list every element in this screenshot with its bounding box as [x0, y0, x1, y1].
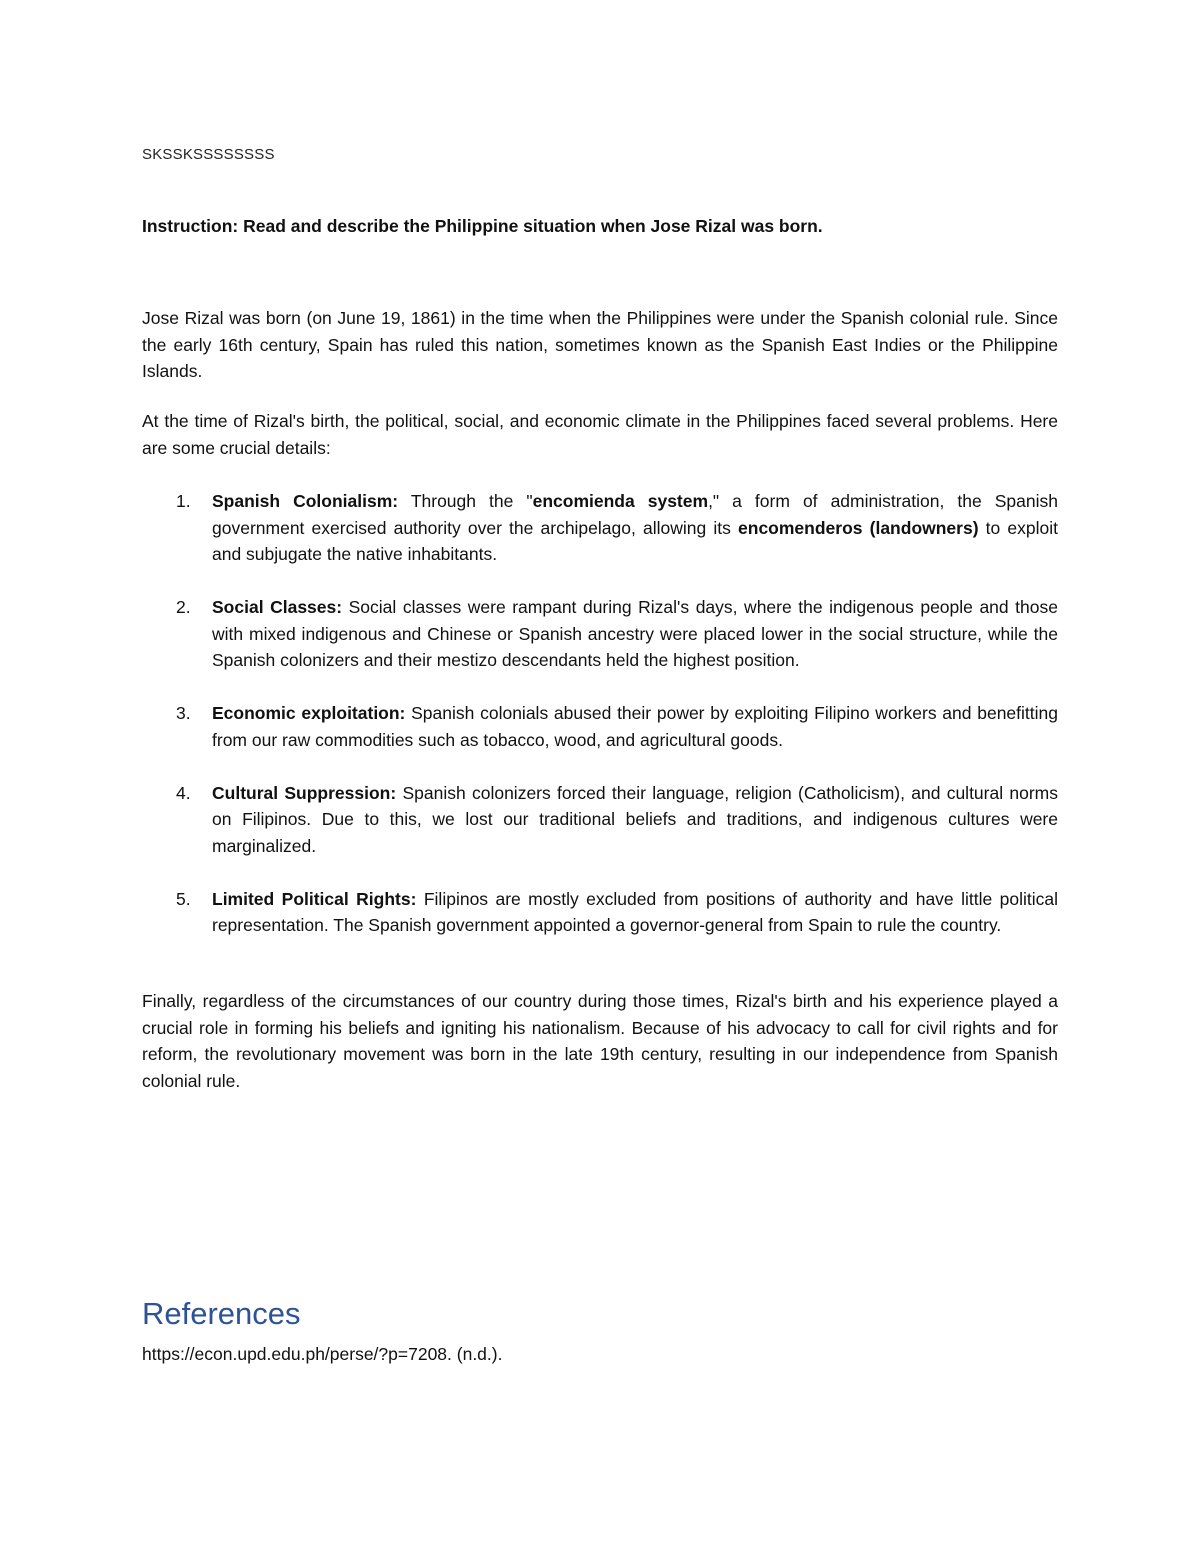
list-text: to exploit and subjugate the native inhabitants.	[212, 517, 1059, 564]
list-term: Limited Political Rights:	[212, 888, 417, 909]
list-text: Spanish colonials abused their power by exploiting Filipino workers and benefitting from our raw commodities such as tobacco, wood, and agricultural goods.	[212, 703, 1058, 750]
list-term: Social Classes:	[212, 597, 343, 617]
list-item	[142, 780, 1058, 860]
list-number: 4.	[176, 782, 191, 803]
list-item	[142, 488, 1058, 568]
references-heading: References	[142, 1296, 301, 1331]
list-term: Cultural Suppression:	[212, 782, 397, 803]
list-text: Through the "	[398, 491, 533, 511]
list-number: 1.	[176, 491, 191, 511]
context-paragraph: At the time of Rizal's birth, the political, social, and economic climate in the Philippines faced several problems. Here are some crucial details:	[142, 411, 1058, 458]
list-item	[142, 886, 1058, 939]
list-term: Spanish Colonialism:	[212, 491, 399, 511]
header-code: SKSSKSSSSSSSS	[142, 146, 275, 163]
list-bold-phrase: encomienda system	[532, 491, 709, 511]
list-text: Spanish colonizers forced their language, religion (Catholicism), and cultural norms on Filipinos. Due to this, we lost our traditional beliefs and traditions, and indigenous cultures were marginalized.	[212, 782, 1058, 856]
reference-entry: https://econ.upd.edu.ph/perse/?p=7208. (n.d.).	[142, 1344, 503, 1364]
list-term: Economic exploitation:	[212, 703, 406, 723]
list-number: 2.	[176, 597, 191, 617]
list-text: Filipinos are mostly excluded from positions of authority and have little political representation. The Spanish government appointed a governor-general from Spain to rule the country.	[212, 888, 1058, 935]
list-number: 3.	[176, 703, 191, 723]
list-text: ," a form of administration, the Spanish government exercised authority over the archipelago, allowing its	[212, 491, 1058, 538]
list-bold-phrase: encomenderos (landowners)	[738, 517, 979, 538]
list-item	[142, 594, 1058, 674]
intro-paragraph: Jose Rizal was born (on June 19, 1861) in the time when the Philippines were under the Spanish colonial rule. Since the early 16th century, Spain has ruled this nation, sometimes known as the Spanish East Indies or the Philippine Islands.	[142, 308, 1058, 381]
list-text: Social classes were rampant during Rizal's days, where the indigenous people and those with mixed indigenous and Chinese or Spanish ancestry were placed lower in the social structure, while the Spanish colonizers and their mestizo descendants held the highest position.	[212, 597, 1058, 670]
conclusion-paragraph: Finally, regardless of the circumstances of our country during those times, Rizal's birth and his experience played a crucial role in forming his beliefs and igniting his nationalism. Because of his advocacy to call for civil rights and for reform, the revolutionary movement was born in the late 19th century, resulting in our independence from Spanish colonial rule.	[142, 991, 1058, 1091]
list-item	[142, 700, 1058, 753]
list-number: 5.	[176, 888, 191, 909]
instruction-heading: Instruction: Read and describe the Philippine situation when Jose Rizal was born.	[142, 216, 823, 236]
details-list	[142, 488, 1058, 965]
